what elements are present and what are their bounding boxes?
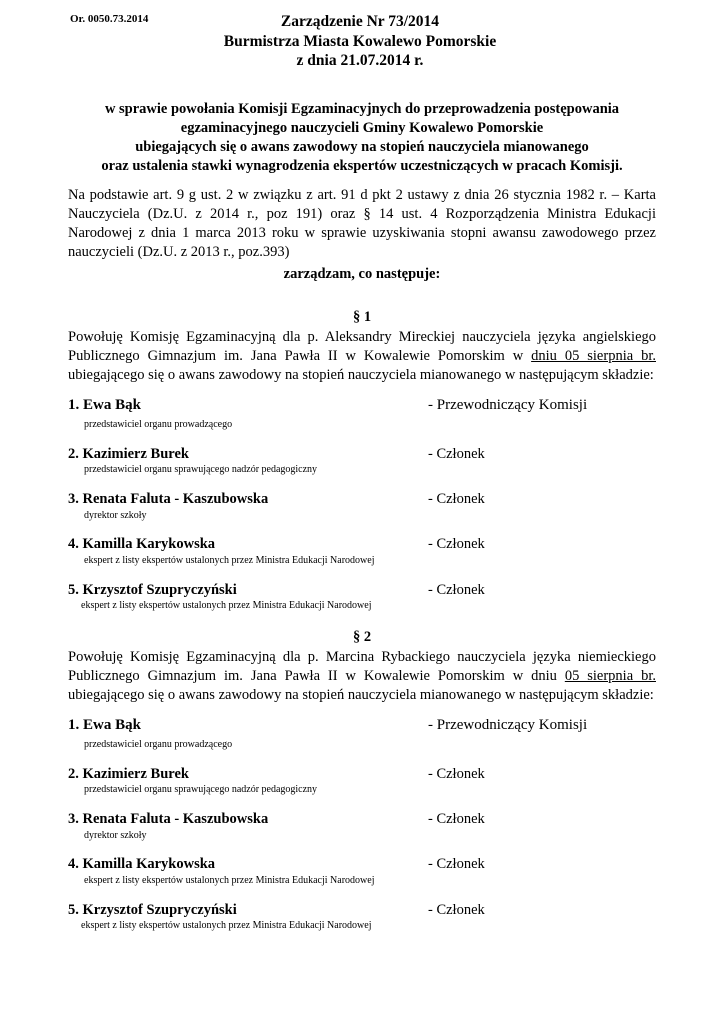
document-title: Zarządzenie Nr 73/2014: [280, 13, 440, 30]
member-name: 3. Renata Faluta - Kaszubowska: [68, 491, 269, 507]
decree-phrase: zarządzam, co następuje:: [283, 266, 441, 282]
member-description: przedstawiciel organu sprawującego nadzór pedagogiczny: [84, 464, 318, 475]
member-role: - Członek: [428, 811, 485, 827]
member-description: ekspert z listy ekspertów ustalonych przez Ministra Edukacji Narodowej: [84, 555, 375, 566]
member-name: 3. Renata Faluta - Kaszubowska: [68, 811, 269, 827]
member-name: 1. Ewa Bąk: [68, 717, 141, 733]
member-description: dyrektor szkoły: [84, 510, 147, 521]
member-name: 5. Krzysztof Szupryczyński: [68, 902, 237, 918]
member-description: ekspert z listy ekspertów ustalonych przez Ministra Edukacji Narodowej: [81, 920, 372, 931]
member-description: przedstawiciel organu prowadzącego: [84, 739, 233, 750]
exam-date: 05 sierpnia br.: [564, 668, 656, 684]
member-role: - Przewodniczący Komisji: [428, 397, 588, 413]
exam-date: dniu 05 sierpnia br.: [531, 348, 656, 364]
member-role: - Członek: [428, 856, 485, 872]
member-role: - Członek: [428, 446, 485, 462]
document-reference: Or. 0050.73.2014: [70, 13, 149, 25]
section-intro: Powołuję Komisję Egzaminacyjną dla p. Marcina Rybackiego nauczyciela języka niemieckiego Publicznego Gimnazjum im. Jana Pawła II w Kowalewie Pomorskim w dniu 05 sierpnia br. ubiegającego się o awans zawodowy na stopień nauczyciela mianowanego w następującym składzie:: [68, 649, 656, 703]
member-description: ekspert z listy ekspertów ustalonych przez Ministra Edukacji Narodowej: [81, 600, 372, 611]
member-role: - Przewodniczący Komisji: [428, 717, 588, 733]
member-name: 2. Kazimierz Burek: [68, 766, 189, 782]
member-role: - Członek: [428, 766, 485, 782]
subject-line: egzaminacyjnego nauczycieli Gminy Kowalewo Pomorskie: [180, 120, 544, 136]
section-heading: § 2: [352, 629, 372, 645]
member-description: ekspert z listy ekspertów ustalonych przez Ministra Edukacji Narodowej: [84, 875, 375, 886]
member-role: - Członek: [428, 491, 485, 507]
member-description: przedstawiciel organu prowadzącego: [84, 419, 233, 430]
member-name: 4. Kamilla Karykowska: [68, 536, 216, 552]
document-date: z dnia 21.07.2014 r.: [296, 52, 424, 69]
subject-line: w sprawie powołania Komisji Egzaminacyjnych do przeprowadzenia postępowania: [104, 101, 620, 117]
section-heading: § 1: [352, 309, 372, 325]
member-role: - Członek: [428, 902, 485, 918]
section-intro: Powołuję Komisję Egzaminacyjną dla p. Aleksandry Mireckiej nauczyciela języka angielskiego Publicznego Gimnazjum im. Jana Pawła II w Kowalewie Pomorskim w dniu 05 sierpnia br. ubiegającego się o awans zawodowy na stopień nauczyciela mianowanego w następującym składzie:: [68, 329, 656, 383]
document-subject: [60, 100, 664, 176]
member-name: 4. Kamilla Karykowska: [68, 856, 216, 872]
document-issuer: Burmistrza Miasta Kowalewo Pomorskie: [223, 33, 497, 50]
member-description: dyrektor szkoły: [84, 830, 147, 841]
member-role: - Członek: [428, 582, 485, 598]
legal-basis: Na podstawie art. 9 g ust. 2 w związku z art. 91 d pkt 2 ustawy z dnia 26 stycznia 1982 r. – Karta Nauczyciela (Dz.U. z 2014 r., poz 191) oraz § 14 ust. 4 Rozporządzenia Ministra Edukacji Narodowej z dnia 1 marca 2013 roku w sprawie uzyskiwania stopni awansu zawodowego przez nauczycieli (Dz.U. z 2013 r., poz.393): [68, 187, 656, 260]
subject-line: oraz ustalenia stawki wynagrodzenia ekspertów uczestniczących w pracach Komisji.: [101, 158, 623, 174]
member-name: 5. Krzysztof Szupryczyński: [68, 582, 237, 598]
member-name: 2. Kazimierz Burek: [68, 446, 189, 462]
member-role: - Członek: [428, 536, 485, 552]
member-description: przedstawiciel organu sprawującego nadzór pedagogiczny: [84, 784, 318, 795]
subject-line: ubiegających się o awans zawodowy na stopień nauczyciela mianowanego: [135, 139, 589, 155]
member-name: 1. Ewa Bąk: [68, 397, 141, 413]
